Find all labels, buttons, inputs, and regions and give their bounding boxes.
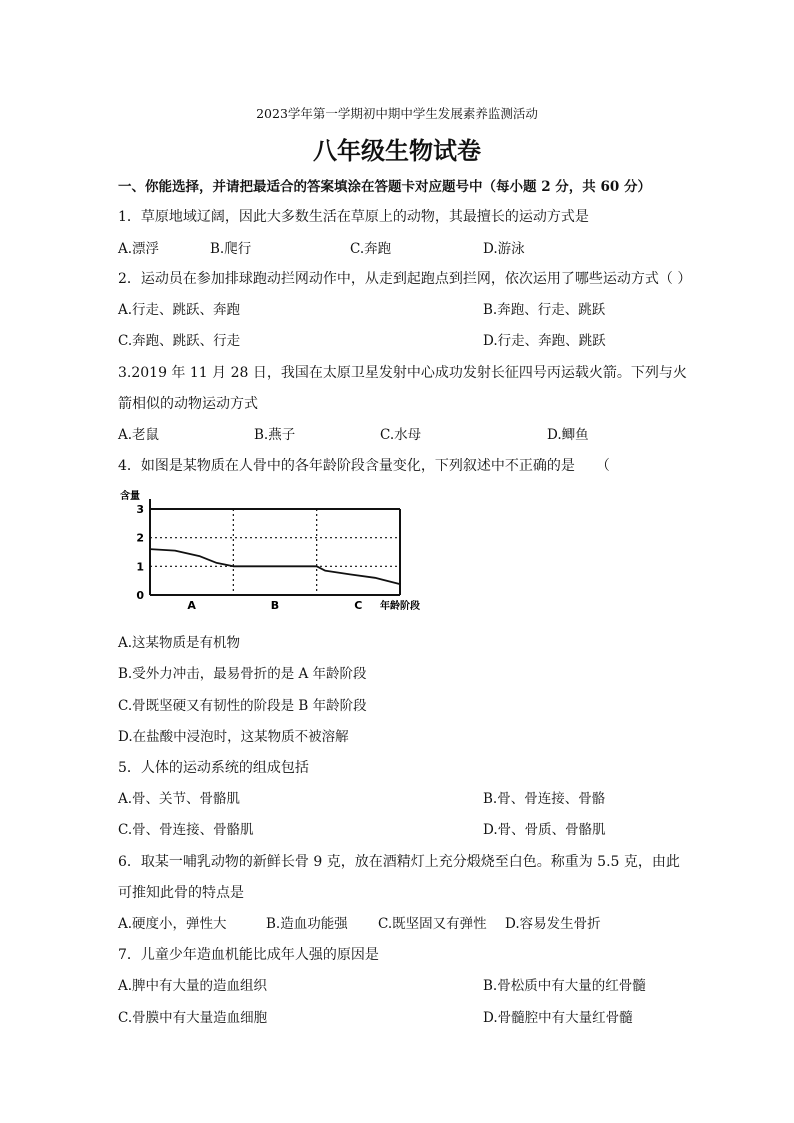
chart-ylabel: 含量 bbox=[120, 491, 140, 502]
bone-content-chart bbox=[118, 485, 438, 615]
q2-option-c[interactable]: C.奔跑、跳跃、行走 bbox=[118, 333, 241, 349]
q2-option-d[interactable]: D.行走、奔跑、跳跃 bbox=[483, 333, 606, 349]
exam-title: 八年级生物试卷 bbox=[313, 137, 481, 165]
q5-option-d[interactable]: D.骨、骨质、骨骼肌 bbox=[483, 822, 606, 838]
q3-option-d[interactable]: D.鲫鱼 bbox=[547, 427, 589, 443]
q6-option-b[interactable]: B.造血功能强 bbox=[266, 916, 348, 932]
q1-option-d[interactable]: D.游泳 bbox=[483, 241, 525, 257]
q5-option-c[interactable]: C.骨、骨连接、骨骼肌 bbox=[118, 822, 254, 838]
q3-option-b[interactable]: B.燕子 bbox=[254, 427, 296, 443]
q7-option-c[interactable]: C.骨膜中有大量造血细胞 bbox=[118, 1010, 268, 1026]
question-4-stem: 4．如图是某物质在人骨中的各年龄阶段含量变化，下列叙述中不正确的是 （ bbox=[118, 458, 610, 474]
q4-option-d[interactable]: D.在盐酸中浸泡时，这某物质不被溶解 bbox=[118, 729, 349, 745]
chart-category-label-C: C bbox=[354, 599, 363, 612]
q6-option-a[interactable]: A.硬度小，弹性大 bbox=[118, 916, 227, 932]
chart-series-line bbox=[150, 549, 400, 584]
q3-option-c[interactable]: C.水母 bbox=[380, 427, 422, 443]
q4-option-c[interactable]: C.骨既坚硬又有韧性的阶段是 B 年龄阶段 bbox=[118, 698, 367, 714]
q7-option-d[interactable]: D.骨髓腔中有大量红骨髓 bbox=[483, 1010, 633, 1026]
q1-option-a[interactable]: A.漂浮 bbox=[118, 241, 160, 257]
question-3-stem-line2: 箭相似的动物运动方式 bbox=[118, 396, 258, 412]
q7-option-b[interactable]: B.骨松质中有大量的红骨髓 bbox=[483, 978, 646, 994]
q4-option-b[interactable]: B.受外力冲击，最易骨折的是 A 年龄阶段 bbox=[118, 666, 367, 682]
question-6-stem-line1: 6．取某一哺乳动物的新鲜长骨 9 克，放在酒精灯上充分煅烧至白色。称重为 5.5 克，由此 bbox=[118, 854, 680, 870]
q1-option-b[interactable]: B.爬行 bbox=[210, 241, 252, 257]
exam-subtitle: 2023学年第一学期初中期中学生发展素养监测活动 bbox=[256, 106, 538, 121]
chart-ytick-label: 0 bbox=[136, 589, 144, 602]
chart-ytick-label: 1 bbox=[136, 560, 144, 574]
q6-option-d[interactable]: D.容易发生骨折 bbox=[505, 916, 601, 932]
chart-category-label-B: B bbox=[270, 599, 280, 612]
q5-option-a[interactable]: A.骨、关节、骨骼肌 bbox=[118, 791, 241, 807]
chart-ytick-label: 2 bbox=[136, 531, 144, 545]
question-3-stem-line1: 3.2019 年 11 月 28 日，我国在太原卫星发射中心成功发射长征四号丙运载火箭。下列与火 bbox=[118, 365, 687, 381]
question-2-stem: 2．运动员在参加排球跑动拦网动作中，从走到起跑点到拦网，依次运用了哪些运动方式（ ） bbox=[118, 271, 692, 287]
chart-xlabel: 年龄阶段 bbox=[380, 601, 420, 612]
q3-option-a[interactable]: A.老鼠 bbox=[118, 427, 160, 443]
q5-option-b[interactable]: B.骨、骨连接、骨骼 bbox=[483, 791, 606, 807]
q4-option-a[interactable]: A.这某物质是有机物 bbox=[118, 635, 241, 651]
q1-option-c[interactable]: C.奔跑 bbox=[350, 241, 392, 257]
section-instruction: 一、你能选择，并请把最适合的答案填涂在答题卡对应题号中（每小题 2 分，共 60 分） bbox=[118, 179, 651, 195]
chart-category-label-A: A bbox=[187, 599, 196, 612]
question-7-stem: 7．儿童少年造血机能比成年人强的原因是 bbox=[118, 947, 379, 963]
q7-option-a[interactable]: A.脾中有大量的造血组织 bbox=[118, 978, 268, 994]
question-6-stem-line2: 可推知此骨的特点是 bbox=[118, 885, 244, 901]
q2-option-a[interactable]: A.行走、跳跃、奔跑 bbox=[118, 302, 241, 318]
question-5-stem: 5．人体的运动系统的组成包括 bbox=[118, 760, 309, 776]
q2-option-b[interactable]: B.奔跑、行走、跳跃 bbox=[483, 302, 606, 318]
question-1-stem: 1．草原地域辽阔，因此大多数生活在草原上的动物，其最擅长的运动方式是 bbox=[118, 209, 589, 225]
q6-option-c[interactable]: C.既坚固又有弹性 bbox=[378, 916, 487, 932]
chart-ytick-label: 3 bbox=[136, 503, 144, 516]
